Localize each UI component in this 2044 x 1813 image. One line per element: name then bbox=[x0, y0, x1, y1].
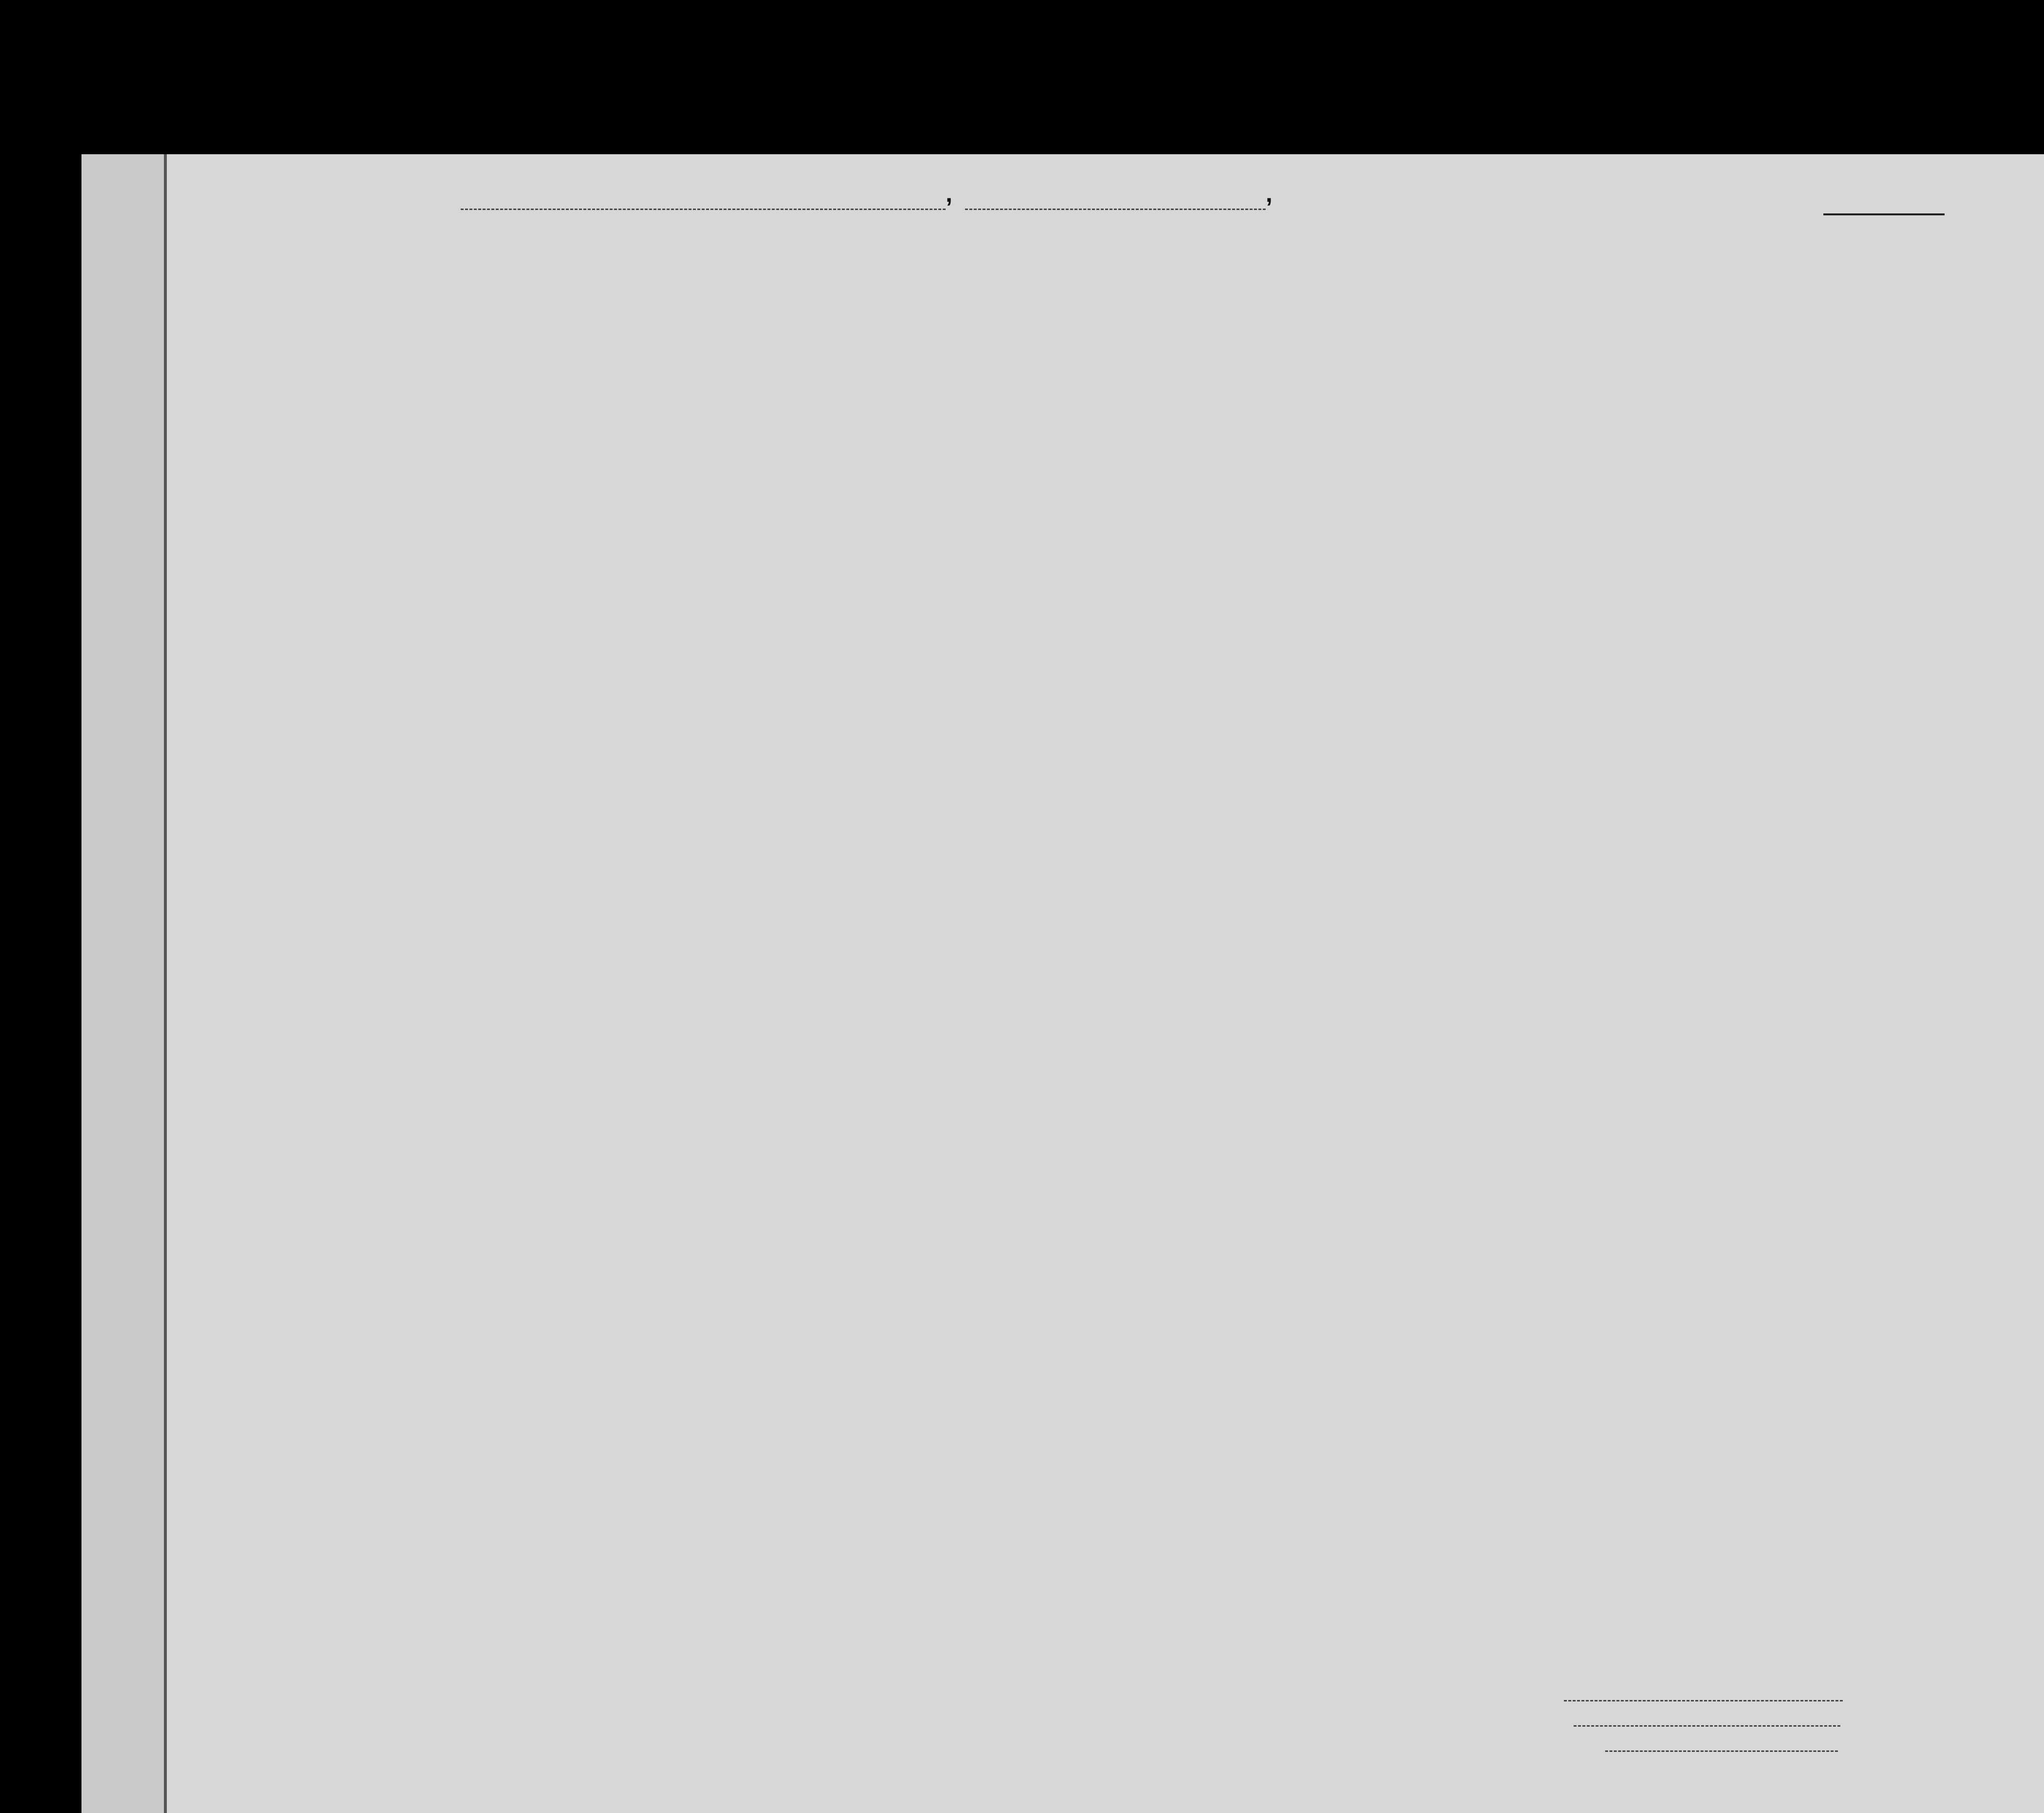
comma: , bbox=[946, 180, 952, 207]
agents-value bbox=[1605, 1750, 1838, 1752]
comma: , bbox=[1266, 180, 1272, 207]
header-paid-by bbox=[710, 432, 803, 436]
owners-value bbox=[1574, 1725, 1840, 1727]
line-value bbox=[1564, 1700, 1843, 1701]
